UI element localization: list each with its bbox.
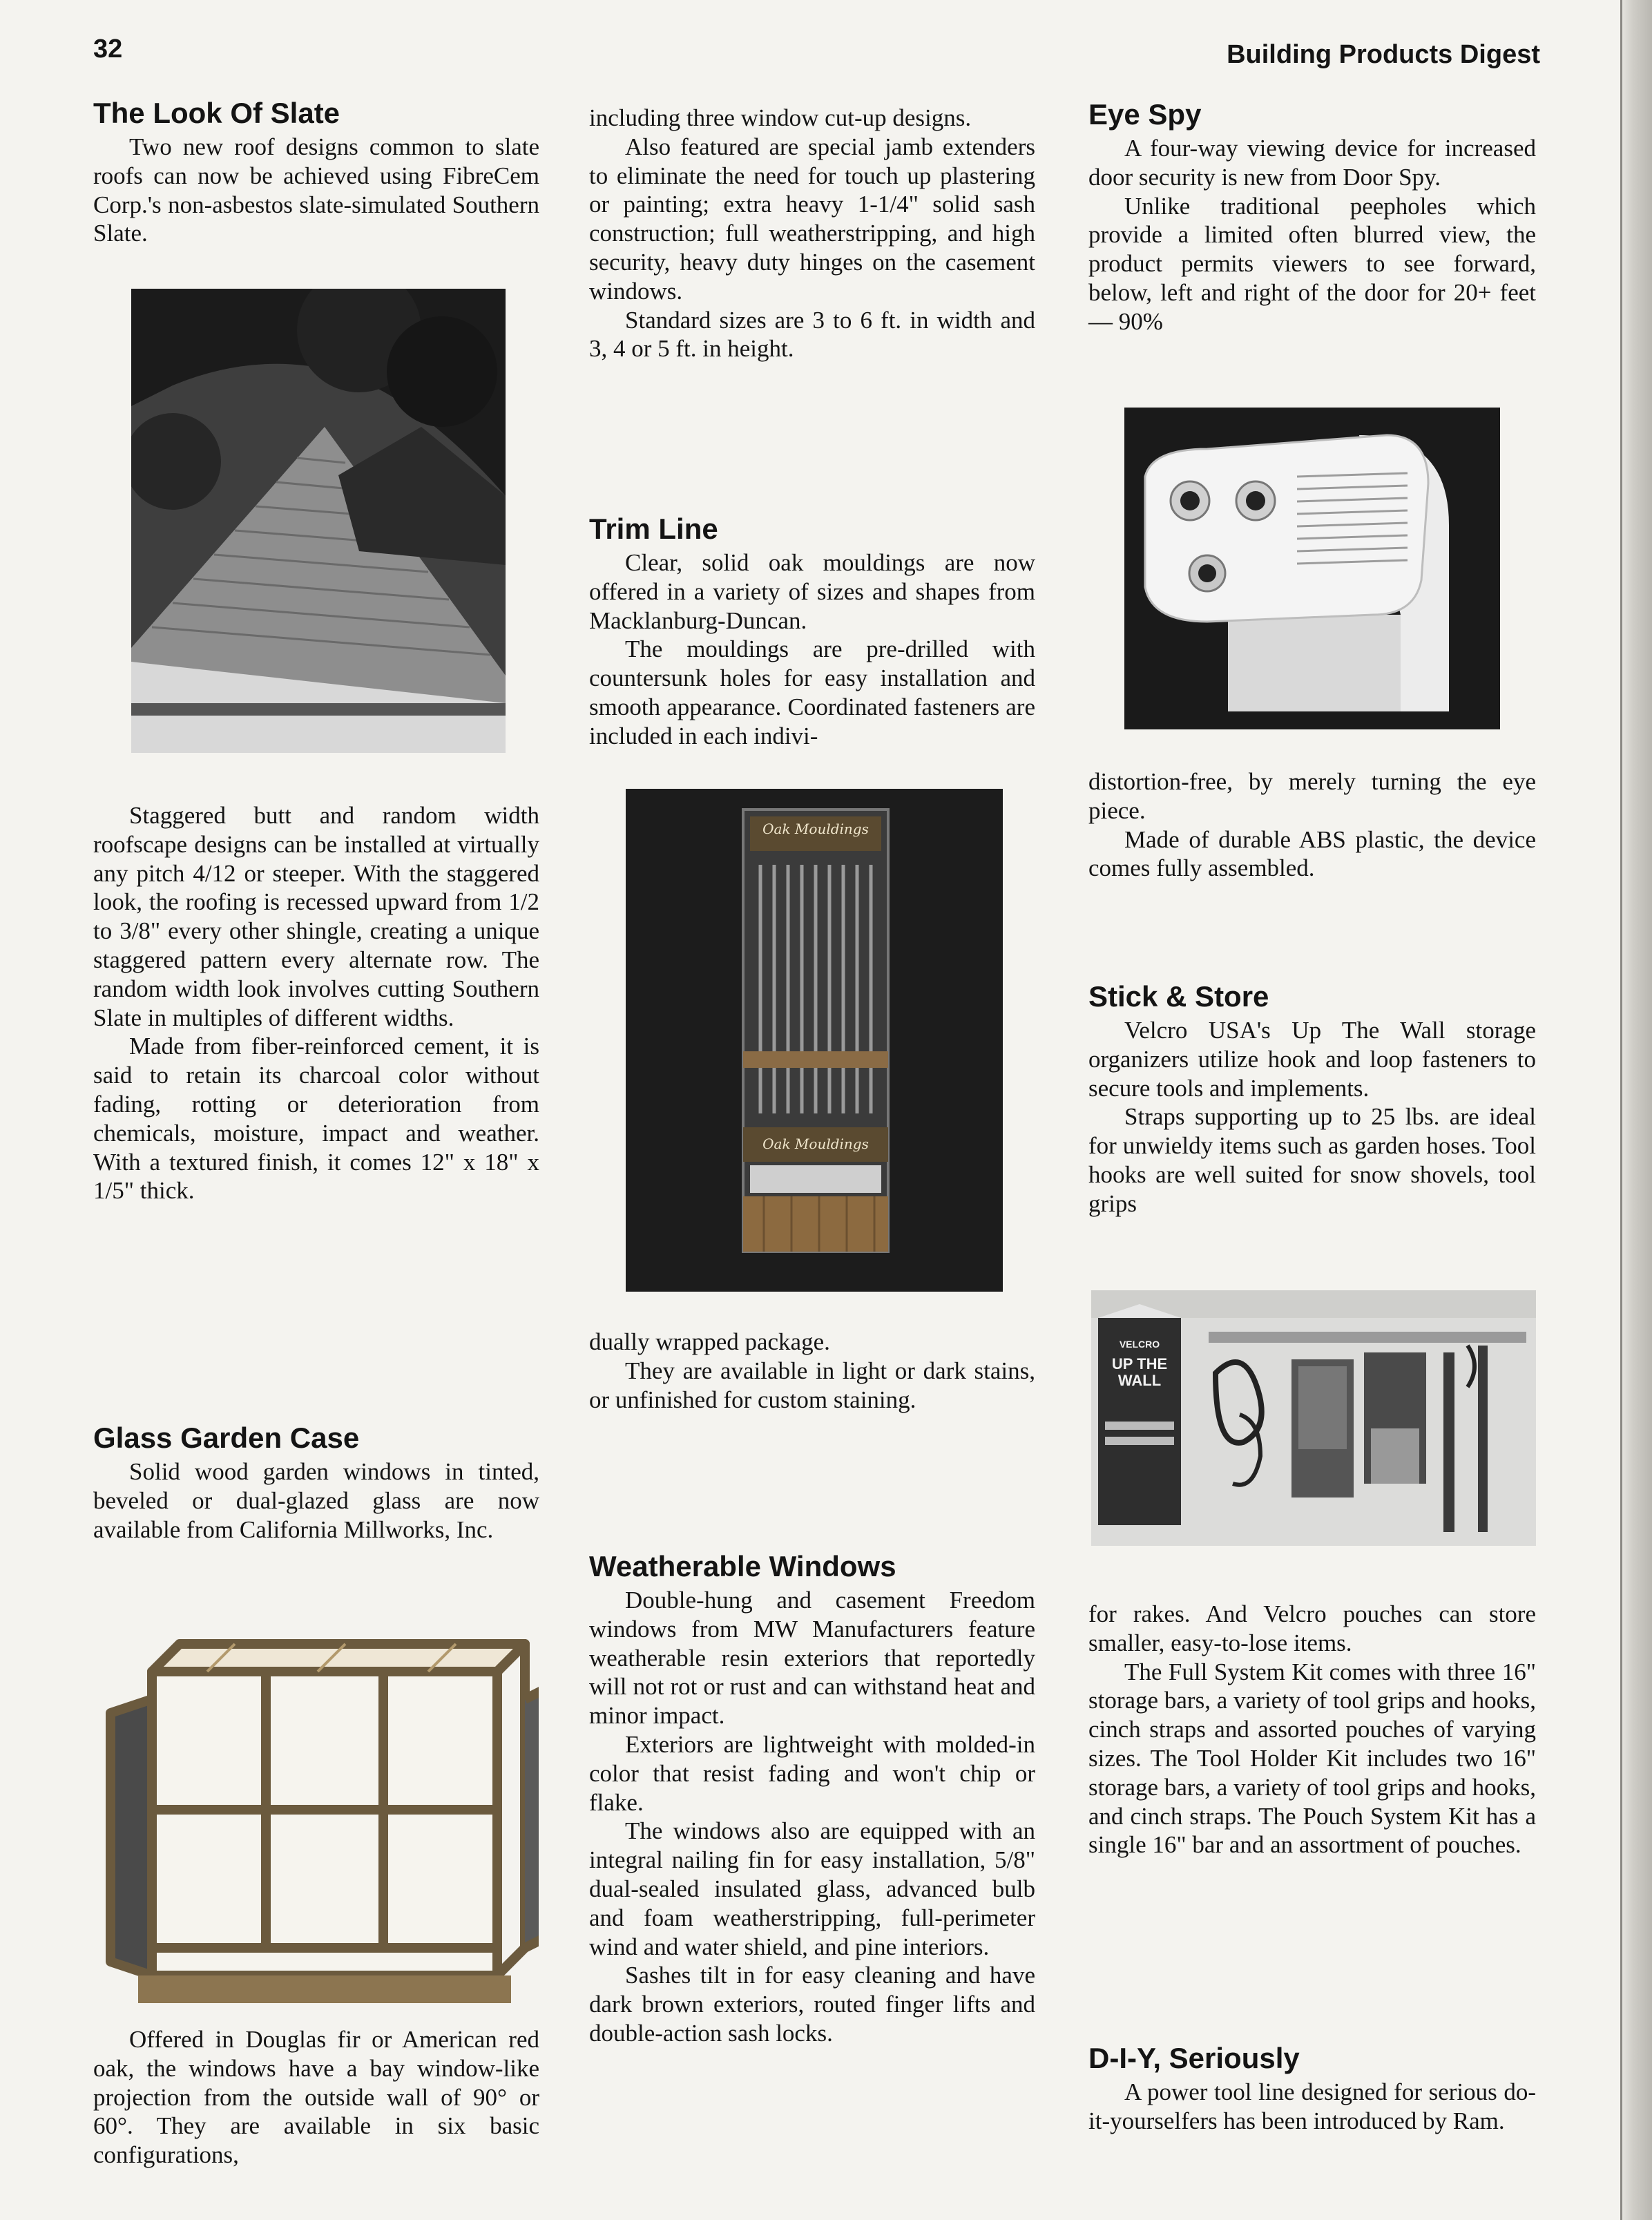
paragraph: Standard sizes are 3 to 6 ft. in width and 3, 4 or 5 ft. in height.	[589, 306, 1035, 363]
article-text	[1088, 1600, 1536, 1859]
paragraph: distortion-free, by merely turning the eye piece.	[1088, 768, 1536, 824]
article-eyespy-intro	[1088, 98, 1536, 336]
paragraph: for rakes. And Velcro pouches can store smaller, easy-to-lose items.	[1088, 1600, 1536, 1656]
display-sign-top: Oak Mouldings	[762, 821, 869, 837]
article-garden-body	[93, 2025, 539, 2170]
paragraph: Clear, solid oak mouldings are now offered in a variety of sizes and shapes from Macklanburg-Duncan.	[589, 549, 1035, 634]
up-the-wall-photo	[1091, 1290, 1536, 1546]
article-title-weatherable: Weatherable Windows	[589, 1550, 896, 1582]
paragraph: Also featured are special jamb extenders to eliminate the need for touch up plastering or painting; extra heavy 1-1/4" solid sash construction; full weatherstripping, and high security, heavy duty hinges on the casement windows.	[589, 133, 1035, 305]
page-number: 32	[93, 35, 123, 64]
article-weatherable	[589, 1550, 1035, 2048]
article-text	[1088, 767, 1536, 883]
article-title-trim: Trim Line	[589, 513, 718, 545]
paragraph: Exteriors are lightweight with molded-in color that resist fading and won't chip or flake.	[589, 1730, 1035, 1816]
paragraph: Staggered butt and random width roofscape designs can be installed at virtually any pitch 4/12 or steeper. With the staggered look, the roofing is recessed upward from 1/2 to 3/8" every other shingle, creating a unique staggered pattern every alternate row. The random width look involves cutting Southern Slate in multiples of different widths.	[93, 802, 539, 1031]
article-title-stick: Stick & Store	[1088, 980, 1269, 1013]
paragraph: Solid wood garden windows in tinted, beveled or dual-glazed glass are now available from California Millworks, Inc.	[93, 1458, 539, 1543]
article-stick-intro	[1088, 980, 1536, 1218]
paragraph: Made from fiber-reinforced cement, it is said to retain its charcoal color without fading, rotting or deterioration from chemicals, moisture, impact and weather. With a textured finish, it comes 12" x 18" x 1/5" thick.	[93, 1033, 539, 1205]
article-text	[589, 548, 1035, 751]
article-text	[93, 801, 539, 1205]
paragraph: including three window cut-up designs.	[589, 104, 972, 131]
paragraph: A power tool line designed for serious do-it-yourselfers has been introduced by Ram.	[1088, 2078, 1536, 2134]
paragraph: They are available in light or dark stains, or unfinished for custom staining.	[589, 1357, 1035, 1413]
box-title: UP THE WALL	[1111, 1355, 1168, 1389]
paragraph: Unlike traditional peepholes which provide a limited often blurred view, the product permits viewers to see forward, below, left and right of the door for 20+ feet — 90%	[1088, 192, 1536, 335]
page-edge-line	[1620, 0, 1622, 2220]
article-text	[589, 1586, 1035, 2048]
paragraph: Offered in Douglas fir or American red oak, the windows have a bay window-like projection from the outside wall of 90° or 60°. They are available in six basic configurations,	[93, 2026, 539, 2169]
article-text	[93, 1457, 539, 1544]
page-edge	[1620, 0, 1652, 2220]
paragraph: Sashes tilt in for easy cleaning and have dark brown exteriors, routed finger lifts and double-action sash locks.	[589, 1962, 1035, 2047]
article-eyespy-body	[1088, 767, 1536, 883]
door-spy-photo	[1124, 408, 1500, 729]
oak-mouldings-display-photo	[626, 789, 1003, 1292]
paragraph: Two new roof designs common to slate roofs can now be achieved using FibreCem Corp.'s non-asbestos slate-simulated Southern Slate.	[93, 133, 539, 247]
article-slate-body	[93, 801, 539, 1205]
article-garden-intro	[93, 1422, 539, 1544]
article-title-diy: D-I-Y, Seriously	[1088, 2042, 1300, 2074]
display-sign-bottom: Oak Mouldings	[762, 1136, 869, 1152]
slate-roof-photo	[131, 289, 506, 753]
article-text	[589, 1328, 1035, 1414]
article-trim-intro	[589, 513, 1035, 751]
paragraph: dually wrapped package.	[589, 1328, 830, 1355]
garden-window-photo	[97, 1616, 539, 2017]
article-title-slate: The Look Of Slate	[93, 97, 340, 129]
paragraph: Velcro USA's Up The Wall storage organizers utilize hook and loop fasteners to secure tools and implements.	[1088, 1017, 1536, 1102]
paragraph: Double-hung and casement Freedom windows from MW Manufacturers feature weatherable resin exteriors that reportedly will not rot or rust and can withstand heat and minor impact.	[589, 1587, 1035, 1730]
article-text	[1088, 134, 1536, 336]
paragraph: The Full System Kit comes with three 16" storage bars, a variety of tool grips and hooks, cinch straps and assorted pouches of varying sizes. The Tool Holder Kit includes two 16" storage bars, a variety of tool grips and hooks, and cinch straps. The Pouch System Kit has a single 16" bar and an assortment of pouches.	[1088, 1658, 1536, 1859]
paragraph: Straps supporting up to 25 lbs. are ideal for unwieldy items such as garden hoses. Tool hooks are well suited for snow shovels, tool grips	[1088, 1103, 1536, 1217]
article-trim-body	[589, 1328, 1035, 1414]
article-garden-continued	[589, 104, 1035, 363]
paragraph: A four-way viewing device for increased door security is new from Door Spy.	[1088, 135, 1536, 191]
article-text	[93, 133, 539, 248]
article-diy	[1088, 2042, 1536, 2136]
article-text	[93, 2025, 539, 2170]
paragraph: The windows also are equipped with an integral nailing fin for easy installation, 5/8" dual-sealed insulated glass, advanced bulb and foam weatherstripping, full-perimeter wind and water shield, and pine interiors.	[589, 1817, 1035, 1960]
publication-title: Building Products Digest	[1227, 40, 1540, 69]
article-stick-body	[1088, 1600, 1536, 1859]
paragraph: The mouldings are pre-drilled with countersunk holes for easy installation and smooth appearance. Coordinated fasteners are included in each indivi-	[589, 635, 1035, 749]
article-slate-intro	[93, 97, 539, 248]
paragraph: Made of durable ABS plastic, the device comes fully assembled.	[1088, 825, 1536, 882]
article-text	[1088, 1016, 1536, 1218]
article-title-eyespy: Eye Spy	[1088, 98, 1202, 131]
article-text	[589, 104, 1035, 363]
article-title-garden: Glass Garden Case	[93, 1422, 360, 1454]
box-brand: VELCRO	[1119, 1339, 1160, 1350]
article-text	[1088, 2078, 1536, 2136]
